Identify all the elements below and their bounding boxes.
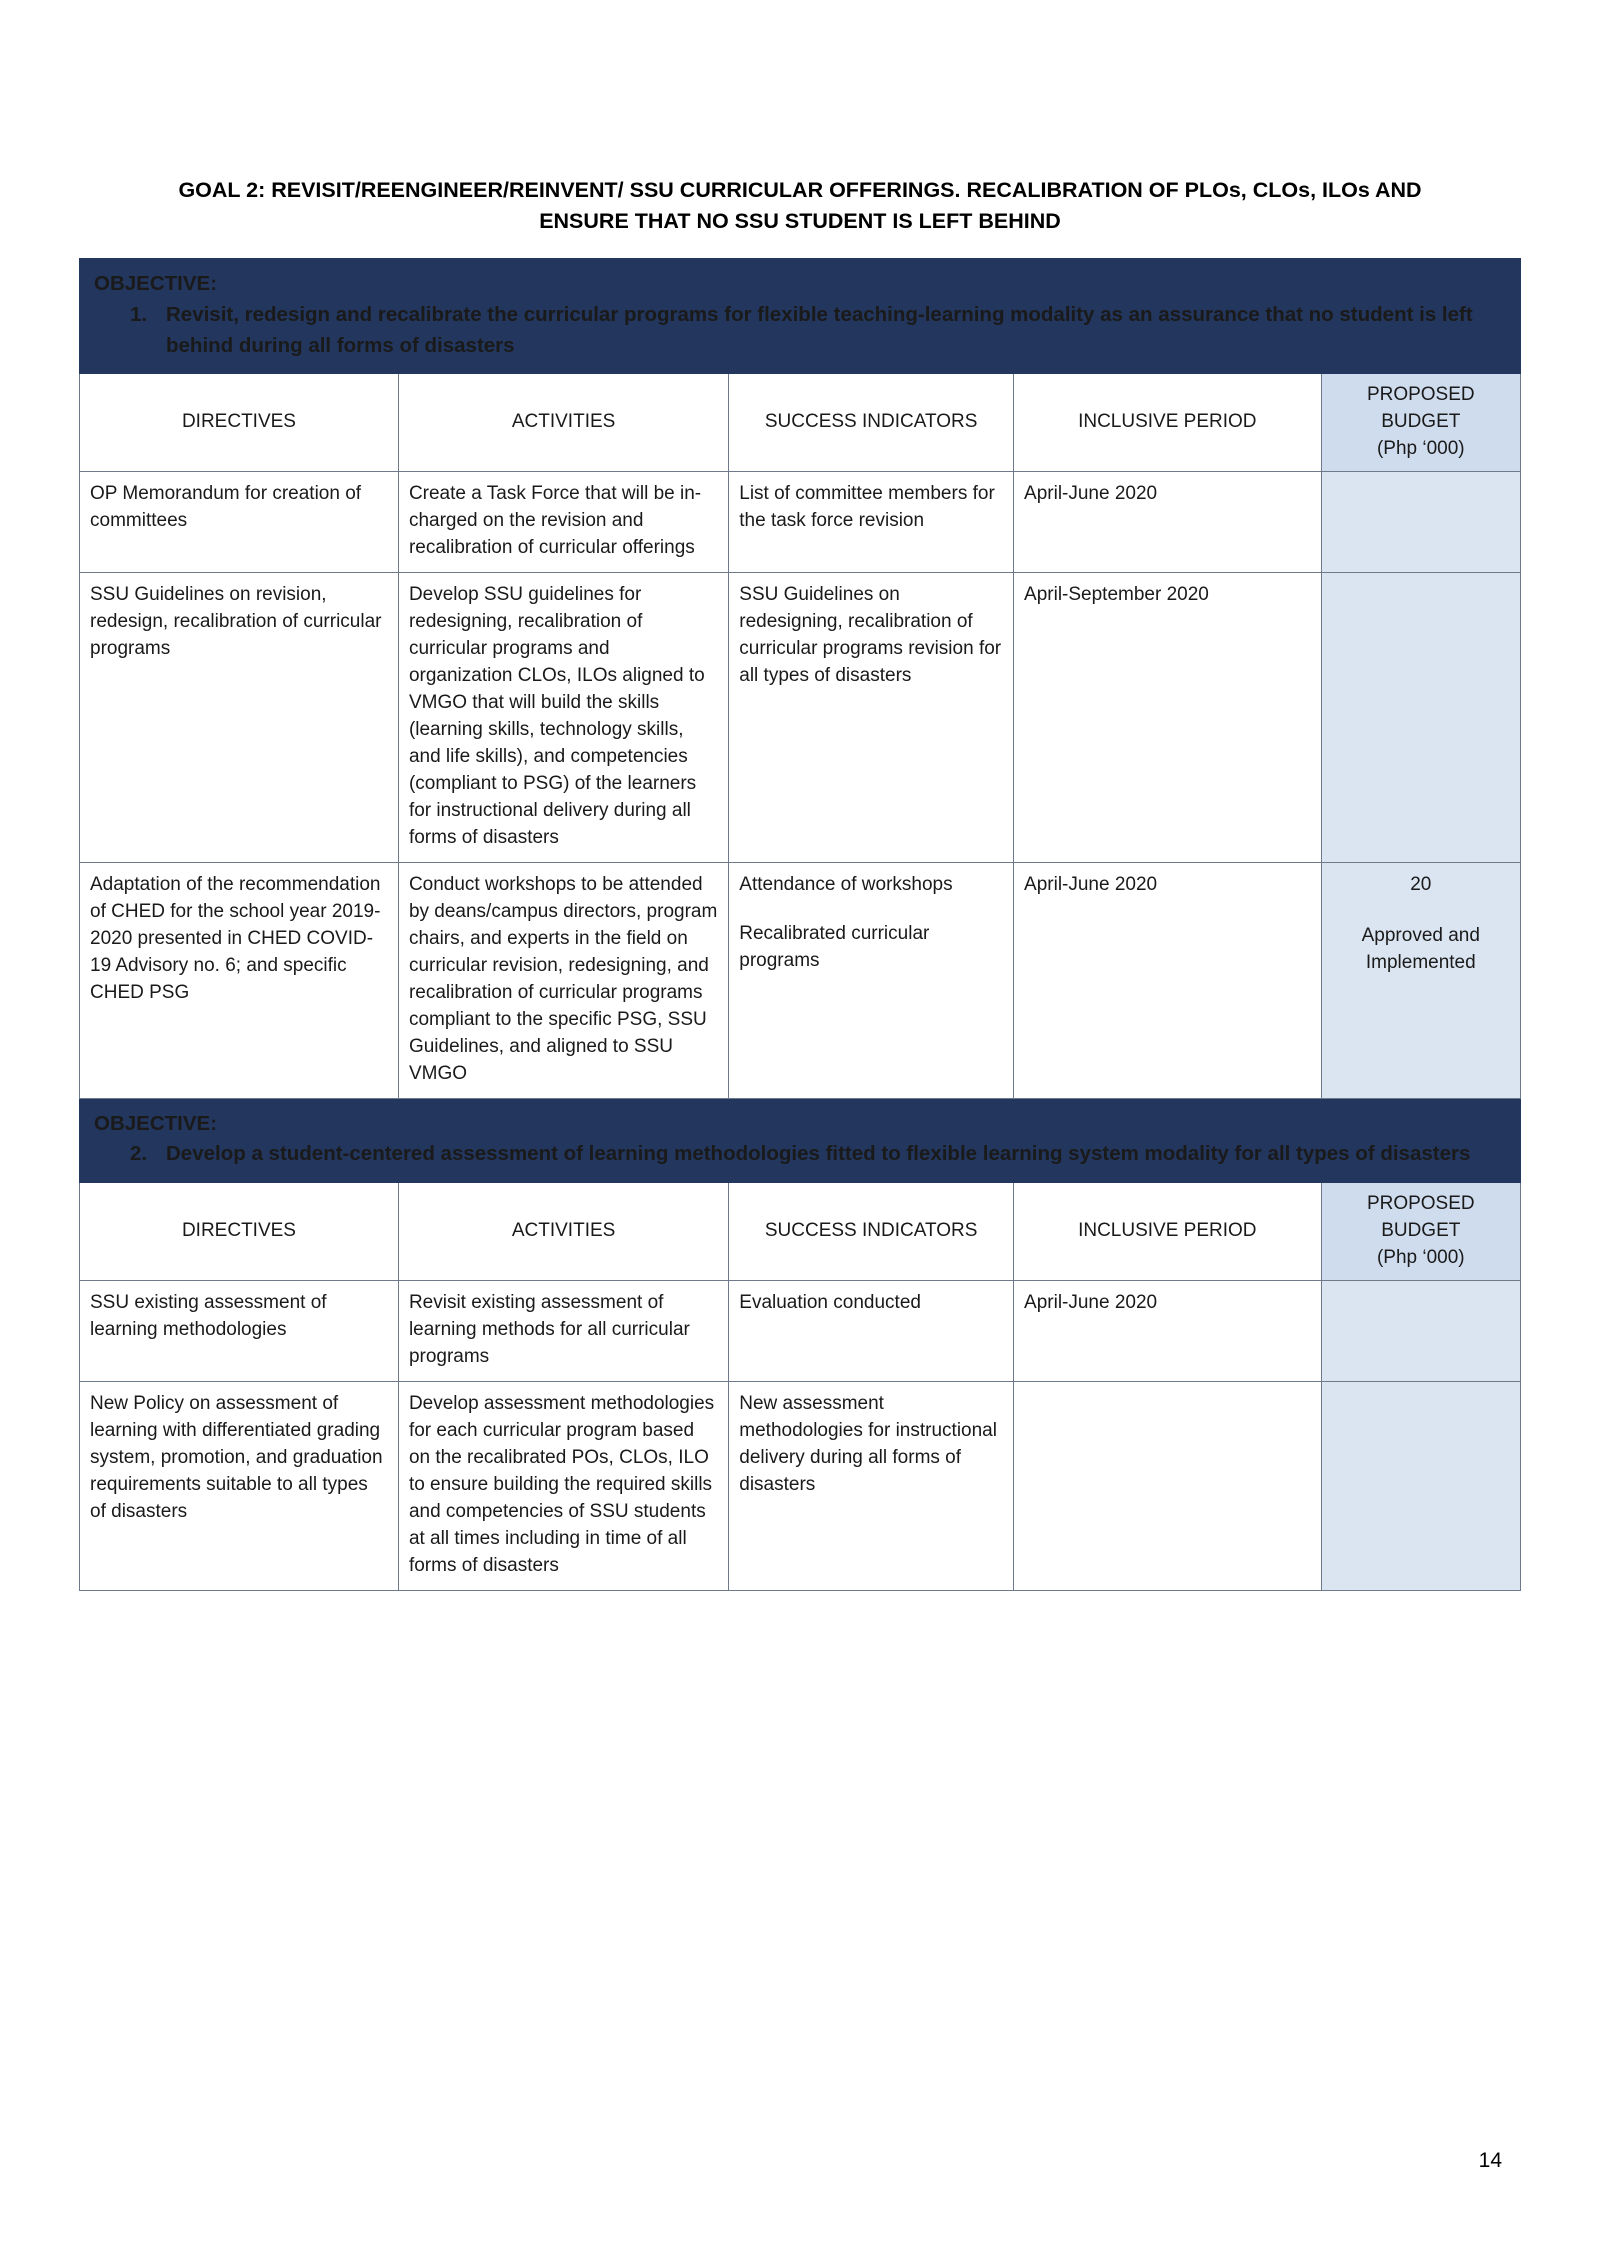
cell-activities: Conduct workshops to be attended by deans/campus directors, program chairs, and experts in the field on curricular revision, redesigning, and recalibration of curricular programs compliant to the specific PSG, SSU Guidelines, and aligned to SSU VMGO: [398, 862, 728, 1098]
header-inclusive-period: INCLUSIVE PERIOD: [1014, 374, 1322, 472]
cell-success-indicators: List of committee members for the task force revision: [729, 472, 1014, 573]
budget-note: Approved and Implemented: [1361, 924, 1480, 973]
objective-2-number: 2.: [130, 1142, 148, 1166]
objective-2-text: Develop a student-centered assessment of learning methodologies fitted to flexible learning system modality for all types of disasters: [166, 1142, 1471, 1166]
cell-success-indicators: SSU Guidelines on redesigning, recalibration of curricular programs revision for all types of disasters: [729, 573, 1014, 863]
table-row: [80, 472, 1521, 573]
header-proposed-budget-line3: (Php ‘000): [1376, 1246, 1465, 1268]
cell-activities: Revisit existing assessment of learning methods for all curricular programs: [398, 1280, 728, 1381]
cell-proposed-budget: [1321, 862, 1520, 1098]
objective-band-row: [80, 1098, 1521, 1183]
header-proposed-budget: [1321, 1183, 1520, 1281]
header-proposed-budget-line2: BUDGET: [1381, 1220, 1461, 1241]
objective-2-label: OBJECTIVE:: [94, 1111, 218, 1135]
header-activities: ACTIVITIES: [398, 374, 728, 472]
cell-inclusive-period: April-June 2020: [1014, 862, 1322, 1098]
cell-inclusive-period: April-June 2020: [1014, 472, 1322, 573]
cell-inclusive-period: April-September 2020: [1014, 573, 1322, 863]
budget-value: 20: [1410, 873, 1432, 895]
objective-band-row: [80, 259, 1521, 374]
cell-proposed-budget: [1321, 472, 1520, 573]
objective-1-band: [80, 259, 1521, 374]
cell-proposed-budget: [1321, 573, 1520, 863]
cell-directives: SSU existing assessment of learning methodologies: [80, 1280, 399, 1381]
header-directives: DIRECTIVES: [80, 374, 399, 472]
cell-proposed-budget: [1321, 1280, 1520, 1381]
cell-success-indicators: Evaluation conducted: [729, 1280, 1014, 1381]
cell-success-indicators: [729, 862, 1014, 1098]
success-indicator-item: Attendance of workshops: [739, 873, 953, 895]
cell-inclusive-period: April-June 2020: [1014, 1280, 1322, 1381]
spacer: [739, 899, 1003, 921]
strategic-plan-table: [79, 258, 1521, 1591]
header-proposed-budget-line3: (Php ‘000): [1376, 438, 1465, 460]
objective-1-text: Revisit, redesign and recalibrate the curricular programs for flexible teaching-learning modality as an assurance that no student is left behind during all forms of disasters: [166, 302, 1473, 357]
header-inclusive-period: INCLUSIVE PERIOD: [1014, 1183, 1322, 1281]
header-success-indicators: SUCCESS INDICATORS: [729, 1183, 1014, 1281]
table-header-row: [80, 374, 1521, 472]
cell-directives: OP Memorandum for creation of committees: [80, 472, 399, 573]
cell-activities: Create a Task Force that will be in-charged on the revision and recalibration of curricular offerings: [398, 472, 728, 573]
header-proposed-budget: [1321, 374, 1520, 472]
header-proposed-budget-line2: BUDGET: [1381, 411, 1461, 433]
objective-2-band: [80, 1098, 1521, 1183]
page-number: 14: [1478, 2149, 1502, 2172]
page-title: GOAL 2: REVISIT/REENGINEER/REINVENT/ SSU CURRICULAR OFFERINGS. RECALIBRATION OF PLOs, CLOs, ILOs AND ENSURE THAT NO SSU STUDENT IS LEFT BEHIND: [178, 178, 1422, 233]
cell-directives: New Policy on assessment of learning with differentiated grading system, promotion, and graduation requirements suitable to all types of disasters: [80, 1381, 399, 1590]
table-row: [80, 1381, 1521, 1590]
table-header-row: [80, 1183, 1521, 1281]
cell-directives: SSU Guidelines on revision, redesign, recalibration of curricular programs: [80, 573, 399, 863]
table-row: [80, 1280, 1521, 1381]
header-proposed-budget-line1: PROPOSED: [1366, 384, 1475, 406]
cell-directives: Adaptation of the recommendation of CHED for the school year 2019-2020 presented in CHED COVID-19 Advisory no. 6; and specific CHED PSG: [80, 862, 399, 1098]
header-activities: ACTIVITIES: [398, 1183, 728, 1281]
header-proposed-budget-line1: PROPOSED: [1366, 1193, 1475, 1215]
objective-1-label: OBJECTIVE:: [94, 272, 218, 296]
cell-activities: Develop assessment methodologies for each curricular program based on the recalibrated POs, CLOs, ILO to ensure building the required skills and competencies of SSU students at all times including in time of all forms of disasters: [398, 1381, 728, 1590]
table-row: [80, 862, 1521, 1098]
table-row: [80, 573, 1521, 863]
success-indicator-item: Recalibrated curricular programs: [739, 922, 930, 971]
cell-inclusive-period: [1014, 1381, 1322, 1590]
objective-1-number: 1.: [130, 302, 148, 326]
cell-activities: Develop SSU guidelines for redesigning, recalibration of curricular programs and organization CLOs, ILOs aligned to VMGO that will build the skills (learning skills, technology skills, and life skills), and competencies (compliant to PSG) of the learners for instructional delivery during all forms of disasters: [398, 573, 728, 863]
header-directives: DIRECTIVES: [80, 1183, 399, 1281]
cell-proposed-budget: [1321, 1381, 1520, 1590]
cell-success-indicators: New assessment methodologies for instructional delivery during all forms of disasters: [729, 1381, 1014, 1590]
header-success-indicators: SUCCESS INDICATORS: [729, 374, 1014, 472]
